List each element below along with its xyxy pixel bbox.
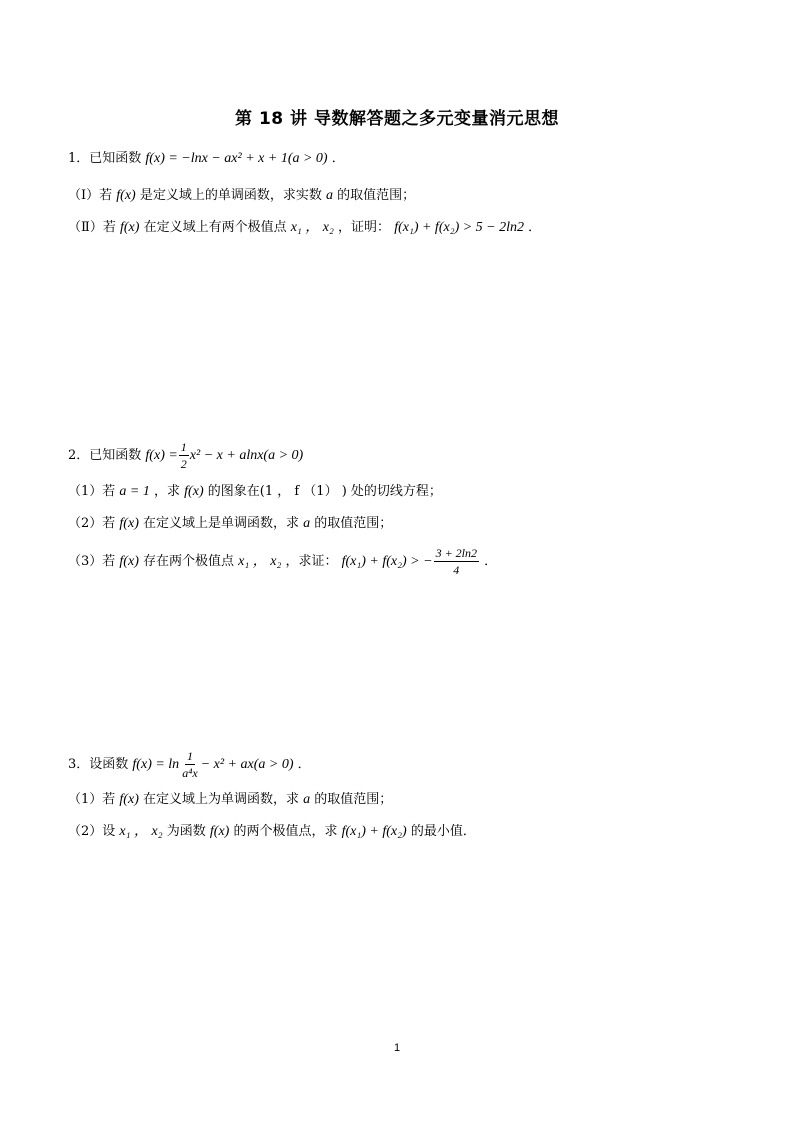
- text: （1）若: [68, 792, 116, 807]
- text: 2．已知函数: [68, 448, 142, 463]
- text: 在定义域上有两个极值点: [143, 220, 287, 235]
- math-expression: f(x) =: [145, 448, 178, 463]
- fraction-denominator: a⁴x: [182, 766, 198, 780]
- math-expression: f(x): [184, 484, 204, 499]
- problem-2-statement: [68, 440, 303, 472]
- math-expression: a: [303, 516, 311, 531]
- math-expression: x₁ ， x₂: [238, 554, 282, 569]
- math-expression: f(x) = ln: [132, 757, 180, 772]
- text: 1．已知函数: [68, 151, 142, 166]
- text: （Ⅰ）若: [68, 188, 113, 203]
- text: 在定义域上为单调函数，求: [143, 792, 300, 807]
- math-expression: a = 1: [119, 484, 150, 499]
- text: （1）若: [68, 484, 116, 499]
- math-expression: f(x): [116, 188, 136, 203]
- text: 是定义域上的单调函数，求实数: [139, 188, 322, 203]
- math-expression: a: [326, 188, 334, 203]
- math-expression: − x² + ax(a > 0): [200, 757, 294, 772]
- text: 的取值范围；: [337, 188, 416, 203]
- fraction: [434, 546, 479, 577]
- text: （Ⅱ）若: [68, 220, 116, 235]
- math-expression: x² − x + alnx(a > 0): [189, 448, 304, 463]
- page-number: 1: [393, 1042, 401, 1054]
- text: （2）若: [68, 516, 116, 531]
- fraction-numerator: 3 + 2ln2: [435, 546, 477, 560]
- text: （3）若: [68, 554, 116, 569]
- text: 为函数: [166, 824, 206, 839]
- math-expression: f(x): [119, 220, 140, 235]
- text: 的两个极值点，求: [233, 824, 338, 839]
- math-expression: f(x): [119, 516, 139, 531]
- problem-1-part-2: [68, 218, 541, 238]
- math-expression: f(x₁) + f(x₂) > 5 − 2ln2: [394, 220, 525, 235]
- math-expression: a: [303, 792, 311, 807]
- text: 的最小值．: [410, 824, 476, 839]
- text: 的图象在(1 ， f （1） ) 处的切线方程；: [207, 484, 442, 499]
- math-expression: f(x₁) + f(x₂): [341, 824, 407, 839]
- problem-1-statement: [68, 149, 345, 169]
- text: 的取值范围；: [314, 516, 393, 531]
- problem-3-part-2: [68, 822, 476, 842]
- fraction: [179, 440, 189, 471]
- fraction-numerator: 1: [186, 749, 193, 763]
- math-expression: f(x): [119, 792, 139, 807]
- fraction-denominator: 4: [453, 563, 460, 577]
- math-expression: x₁ ， x₂: [119, 824, 163, 839]
- math-expression: x₁ ， x₂: [290, 220, 334, 235]
- page-title: 第 18 讲 导数解答题之多元变量消元思想: [235, 109, 559, 129]
- problem-3-part-1: [68, 790, 392, 810]
- math-expression: f(x): [209, 824, 230, 839]
- fraction-denominator: 2: [180, 457, 187, 471]
- text: ．: [297, 757, 311, 772]
- problem-2-part-2: [68, 514, 392, 534]
- problem-2-part-3: [68, 546, 497, 578]
- text: 的取值范围；: [314, 792, 393, 807]
- text: 存在两个极值点: [143, 554, 235, 569]
- text: （2）设: [68, 824, 116, 839]
- math-expression: f(x): [119, 554, 139, 569]
- problem-2-part-1: [68, 482, 442, 502]
- text: ．: [331, 151, 345, 166]
- fraction: [180, 749, 200, 780]
- text: 3．设函数: [68, 757, 129, 772]
- text: ，求证：: [285, 554, 338, 569]
- text: ．: [528, 220, 542, 235]
- math-expression: f(x₁) + f(x₂) > −: [341, 554, 433, 569]
- text: ，证明：: [338, 220, 391, 235]
- problem-1-part-1: [68, 186, 415, 206]
- text: ，求: [154, 484, 181, 499]
- text: 在定义域上是单调函数，求: [143, 516, 300, 531]
- fraction-numerator: 1: [180, 440, 187, 454]
- problem-3-statement: [68, 748, 311, 782]
- math-expression: f(x) = −lnx − ax² + x + 1(a > 0): [145, 151, 328, 166]
- text: ．: [484, 554, 498, 569]
